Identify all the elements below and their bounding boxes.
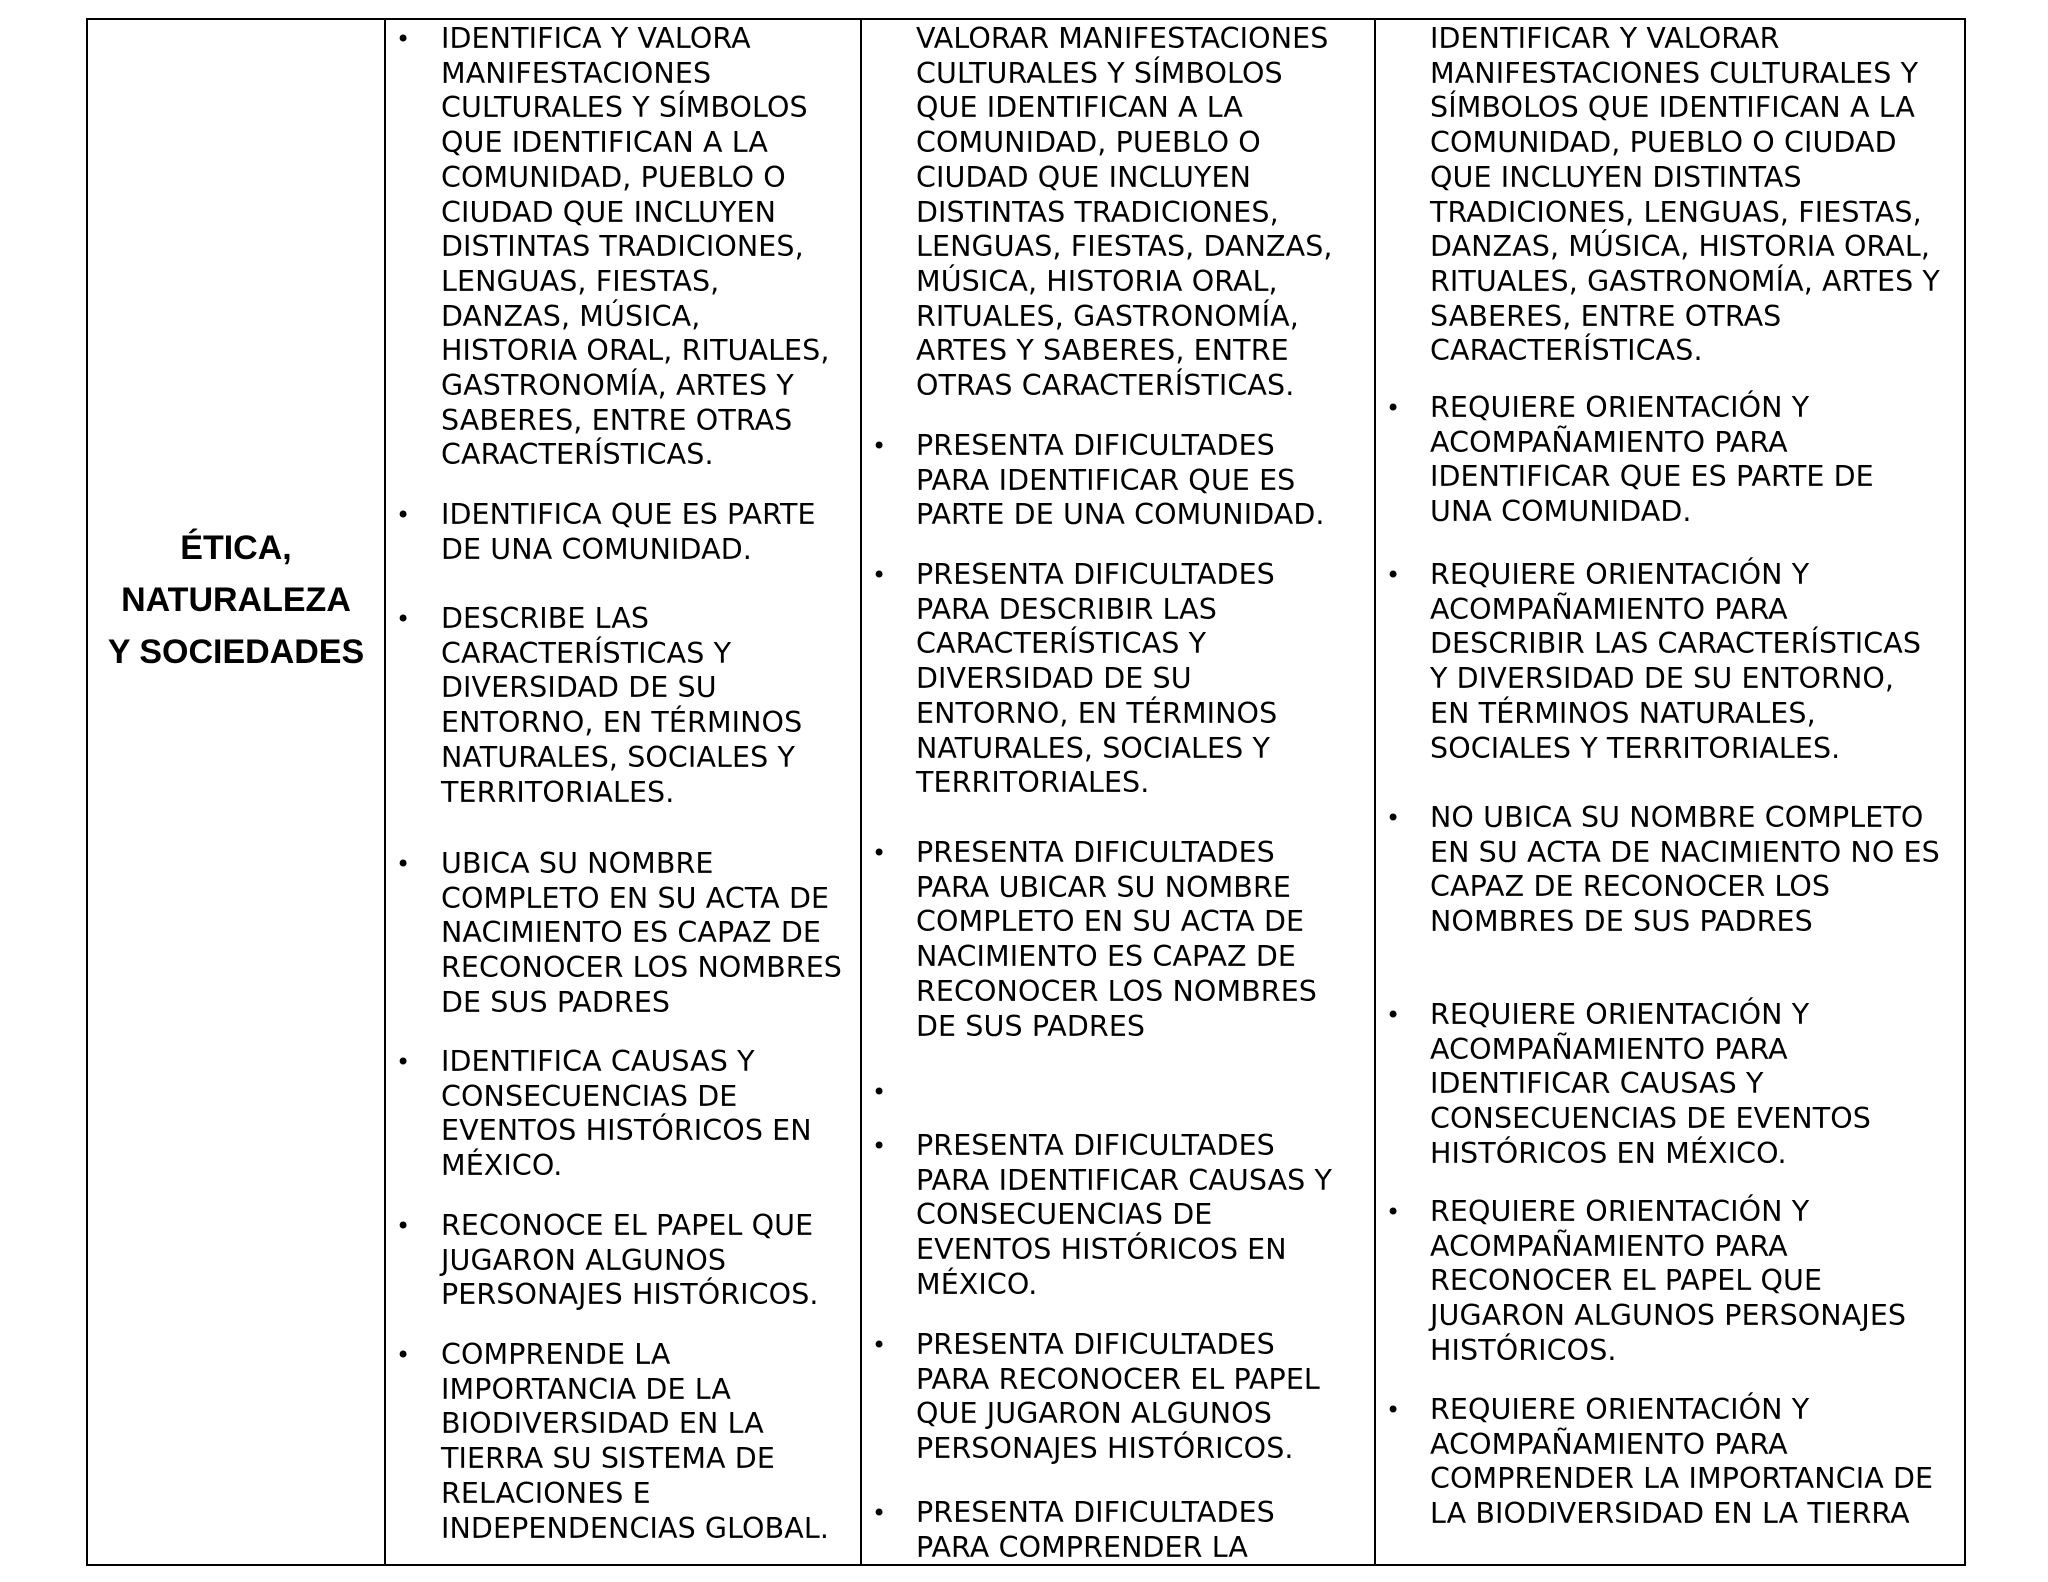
list-item: PRESENTA DIFICULTADES PARA DESCRIBIR LAS CARACTERÍSTICAS Y DIVERSIDAD DE SU ENTORNO, EN TÉRMINOS NATURALES, SOCIALES Y TERRITORIALES. <box>916 558 1278 800</box>
bullet-icon: • <box>1386 804 1401 832</box>
bullet-icon: • <box>872 1331 887 1359</box>
list-item: REQUIERE ORIENTACIÓN Y ACOMPAÑAMIENTO PARA IDENTIFICAR QUE ES PARTE DE UNA COMUNIDAD. <box>1430 391 1874 529</box>
evaluation-table <box>86 18 1966 1566</box>
list-item: UBICA SU NOMBRE COMPLETO EN SU ACTA DE NACIMIENTO ES CAPAZ DE RECONOCER LOS NOMBRES DE SUS PADRES <box>441 847 843 1019</box>
level1-cell <box>386 20 862 1564</box>
bullet-icon: • <box>872 1132 887 1160</box>
bullet-icon: • <box>1386 1001 1401 1029</box>
subject-title-line: Y SOCIEDADES <box>107 633 365 671</box>
intro-text: VALORAR MANIFESTACIONES CULTURALES Y SÍMBOLOS QUE IDENTIFICAN A LA COMUNIDAD, PUEBLO O CIUDAD QUE INCLUYEN DISTINTAS TRADICIONES, LENGUAS, FIESTAS, DANZAS, MÚSICA, HISTORIA ORAL, RITUALES, GASTRONOMÍA, ARTES Y SABERES, ENTRE OTRAS CARACTERÍSTICAS. <box>916 22 1333 403</box>
bullet-icon: • <box>396 1341 411 1369</box>
bullet-icon: • <box>396 605 411 633</box>
list-item: REQUIERE ORIENTACIÓN Y ACOMPAÑAMIENTO PARA COMPRENDER LA IMPORTANCIA DE LA BIODIVERSIDAD EN LA TIERRA <box>1430 1393 1934 1531</box>
subject-title-line: NATURALEZA <box>121 581 351 619</box>
list-item: REQUIERE ORIENTACIÓN Y ACOMPAÑAMIENTO PARA RECONOCER EL PAPEL QUE JUGARON ALGUNOS PERSONAJES HISTÓRICOS. <box>1430 1195 1907 1367</box>
list-item: PRESENTA DIFICULTADES PARA IDENTIFICAR CAUSAS Y CONSECUENCIAS DE EVENTOS HISTÓRICOS EN MÉXICO. <box>916 1129 1333 1301</box>
bullet-icon: • <box>1386 1396 1401 1424</box>
list-item: NO UBICA SU NOMBRE COMPLETO EN SU ACTA DE NACIMIENTO NO ES CAPAZ DE RECONOCER LOS NOMBRES DE SUS PADRES <box>1430 801 1940 939</box>
bullet-icon: • <box>872 1078 887 1106</box>
bullet-icon: • <box>872 561 887 589</box>
list-item: REQUIERE ORIENTACIÓN Y ACOMPAÑAMIENTO PARA IDENTIFICAR CAUSAS Y CONSECUENCIAS DE EVENTOS HISTÓRICOS EN MÉXICO. <box>1430 998 1871 1170</box>
bullet-icon: • <box>396 501 411 529</box>
bullet-icon: • <box>1386 561 1401 589</box>
level2-cell <box>862 20 1376 1564</box>
subject-title <box>88 522 384 678</box>
bullet-icon: • <box>396 1212 411 1240</box>
bullet-icon: • <box>872 1499 887 1527</box>
list-item: PRESENTA DIFICULTADES PARA UBICAR SU NOMBRE COMPLETO EN SU ACTA DE NACIMIENTO ES CAPAZ DE RECONOCER LOS NOMBRES DE SUS PADRES <box>916 836 1318 1043</box>
list-item: IDENTIFICA Y VALORA MANIFESTACIONES CULTURALES Y SÍMBOLOS QUE IDENTIFICAN A LA COMUNIDAD, PUEBLO O CIUDAD QUE INCLUYEN DISTINTAS TRADICIONES, LENGUAS, FIESTAS, DANZAS, MÚSICA, HISTORIA ORAL, RITUALES, GASTRONOMÍA, ARTES Y SABERES, ENTRE OTRAS CARACTERÍSTICAS. <box>441 22 830 472</box>
list-item: IDENTIFICA QUE ES PARTE DE UNA COMUNIDAD. <box>441 498 816 566</box>
intro-text: IDENTIFICAR Y VALORAR MANIFESTACIONES CULTURALES Y SÍMBOLOS QUE IDENTIFICAN A LA COMUNIDAD, PUEBLO O CIUDAD QUE INCLUYEN DISTINTAS TRADICIONES, LENGUAS, FIESTAS, DANZAS, MÚSICA, HISTORIA ORAL, RITUALES, GASTRONOMÍA, ARTES Y SABERES, ENTRE OTRAS CARACTERÍSTICAS. <box>1430 22 1940 368</box>
list-item: RECONOCE EL PAPEL QUE JUGARON ALGUNOS PERSONAJES HISTÓRICOS. <box>441 1209 819 1312</box>
bullet-icon: • <box>396 25 411 53</box>
list-item: COMPRENDE LA IMPORTANCIA DE LA BIODIVERSIDAD EN LA TIERRA SU SISTEMA DE RELACIONES E INDEPENDENCIAS GLOBAL. <box>441 1338 829 1545</box>
list-item: DESCRIBE LAS CARACTERÍSTICAS Y DIVERSIDAD DE SU ENTORNO, EN TÉRMINOS NATURALES, SOCIALES Y TERRITORIALES. <box>441 602 803 809</box>
subject-cell <box>88 20 386 1564</box>
list-item: PRESENTA DIFICULTADES PARA RECONOCER EL PAPEL QUE JUGARON ALGUNOS PERSONAJES HISTÓRICOS. <box>916 1328 1320 1466</box>
bullet-icon: • <box>1386 394 1401 422</box>
level3-cell <box>1376 20 1964 1564</box>
bullet-icon: • <box>396 1048 411 1076</box>
list-item: PRESENTA DIFICULTADES PARA COMPRENDER LA <box>916 1496 1275 1564</box>
bullet-icon: • <box>396 850 411 878</box>
list-item: PRESENTA DIFICULTADES PARA IDENTIFICAR QUE ES PARTE DE UNA COMUNIDAD. <box>916 429 1325 532</box>
list-item: REQUIERE ORIENTACIÓN Y ACOMPAÑAMIENTO PARA DESCRIBIR LAS CARACTERÍSTICAS Y DIVERSIDAD DE SU ENTORNO, EN TÉRMINOS NATURALES, SOCIALES Y TERRITORIALES. <box>1430 558 1922 765</box>
bullet-icon: • <box>872 432 887 460</box>
bullet-icon: • <box>872 839 887 867</box>
list-item: IDENTIFICA CAUSAS Y CONSECUENCIAS DE EVENTOS HISTÓRICOS EN MÉXICO. <box>441 1045 812 1183</box>
subject-title-line: ÉTICA, <box>180 529 292 567</box>
bullet-icon: • <box>1386 1198 1401 1226</box>
